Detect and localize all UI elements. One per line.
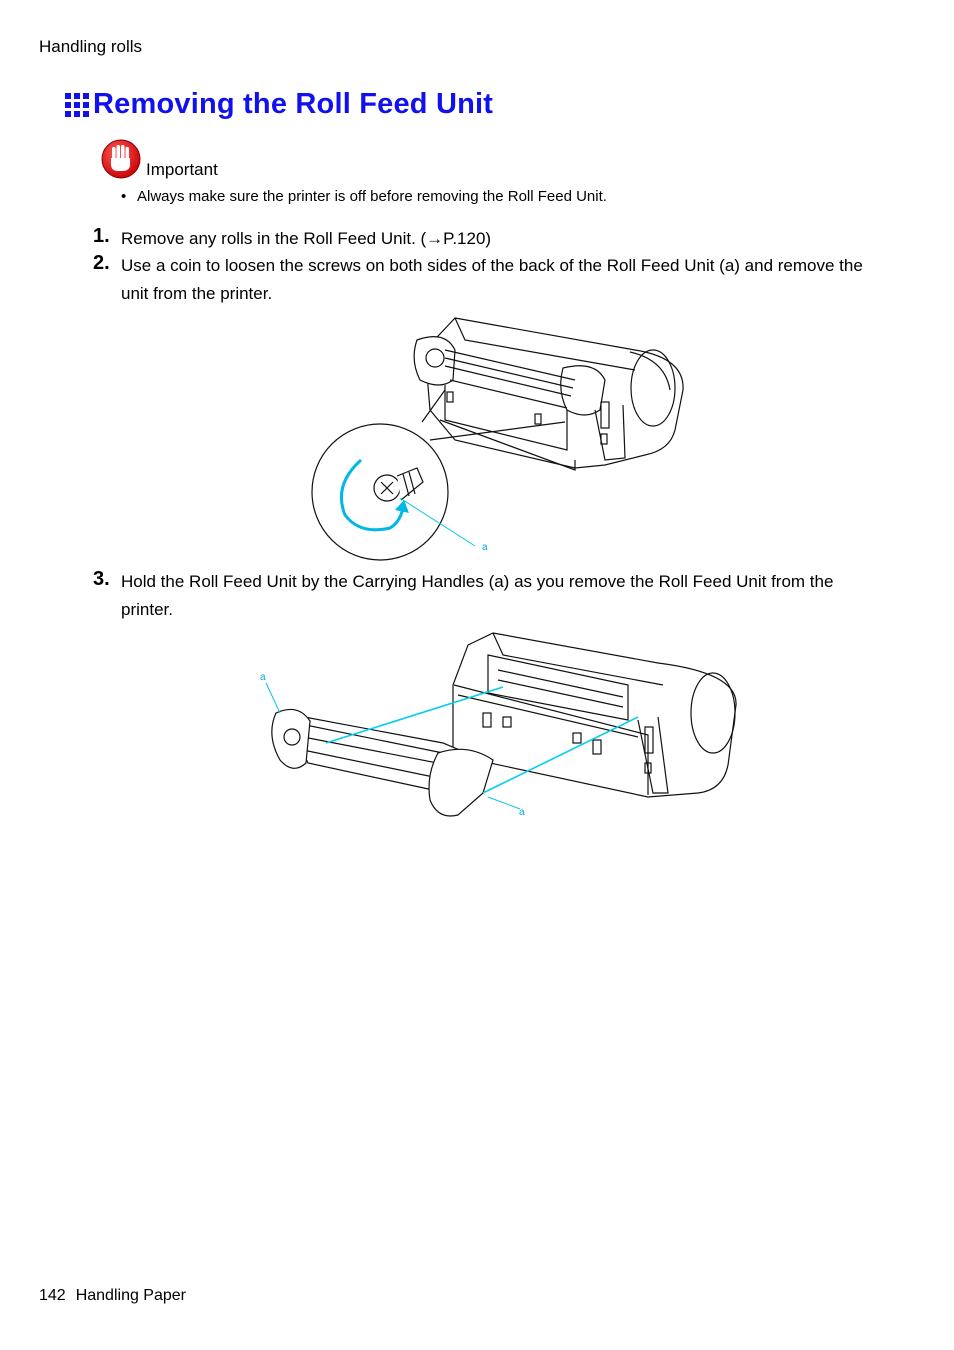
step-number: 3. [93,568,110,590]
page-number: 142 [39,1287,66,1304]
important-note [100,138,218,180]
step-3 [93,568,873,624]
step-number: 2. [93,252,110,274]
callout-label-left: a [260,672,266,683]
step-text: Use a coin to loosen the screws on both sides of the back of the Roll Feed Unit (a) and remove the unit from the printer. [121,256,863,303]
important-bullet: • Always make sure the printer is off before removing the Roll Feed Unit. [121,188,607,205]
running-header: Handling rolls [39,37,142,56]
page-footer [39,1287,196,1305]
figure-remove-roll-feed-unit [258,625,743,825]
chapter-title: Handling Paper [75,1287,186,1304]
important-label: Important [146,160,218,179]
page-title: Removing the Roll Feed Unit [93,88,494,120]
callout-label-bottom: a [519,807,525,818]
stop-hand-icon [100,138,142,180]
step-number: 1. [93,225,110,247]
step-1 [93,225,873,253]
bullet-text: Always make sure the printer is off before removing the Roll Feed Unit. [137,188,607,205]
figure-printer-screws [305,310,695,565]
step-text: Remove any rolls in the Roll Feed Unit. (→P.120) [121,229,492,248]
step-text: Hold the Roll Feed Unit by the Carrying Handles (a) as you remove the Roll Feed Unit from the printer. [121,572,834,619]
step-2 [93,252,873,308]
section-title-row [65,88,493,121]
grid-icon [65,93,89,117]
callout-label: a [482,542,488,553]
